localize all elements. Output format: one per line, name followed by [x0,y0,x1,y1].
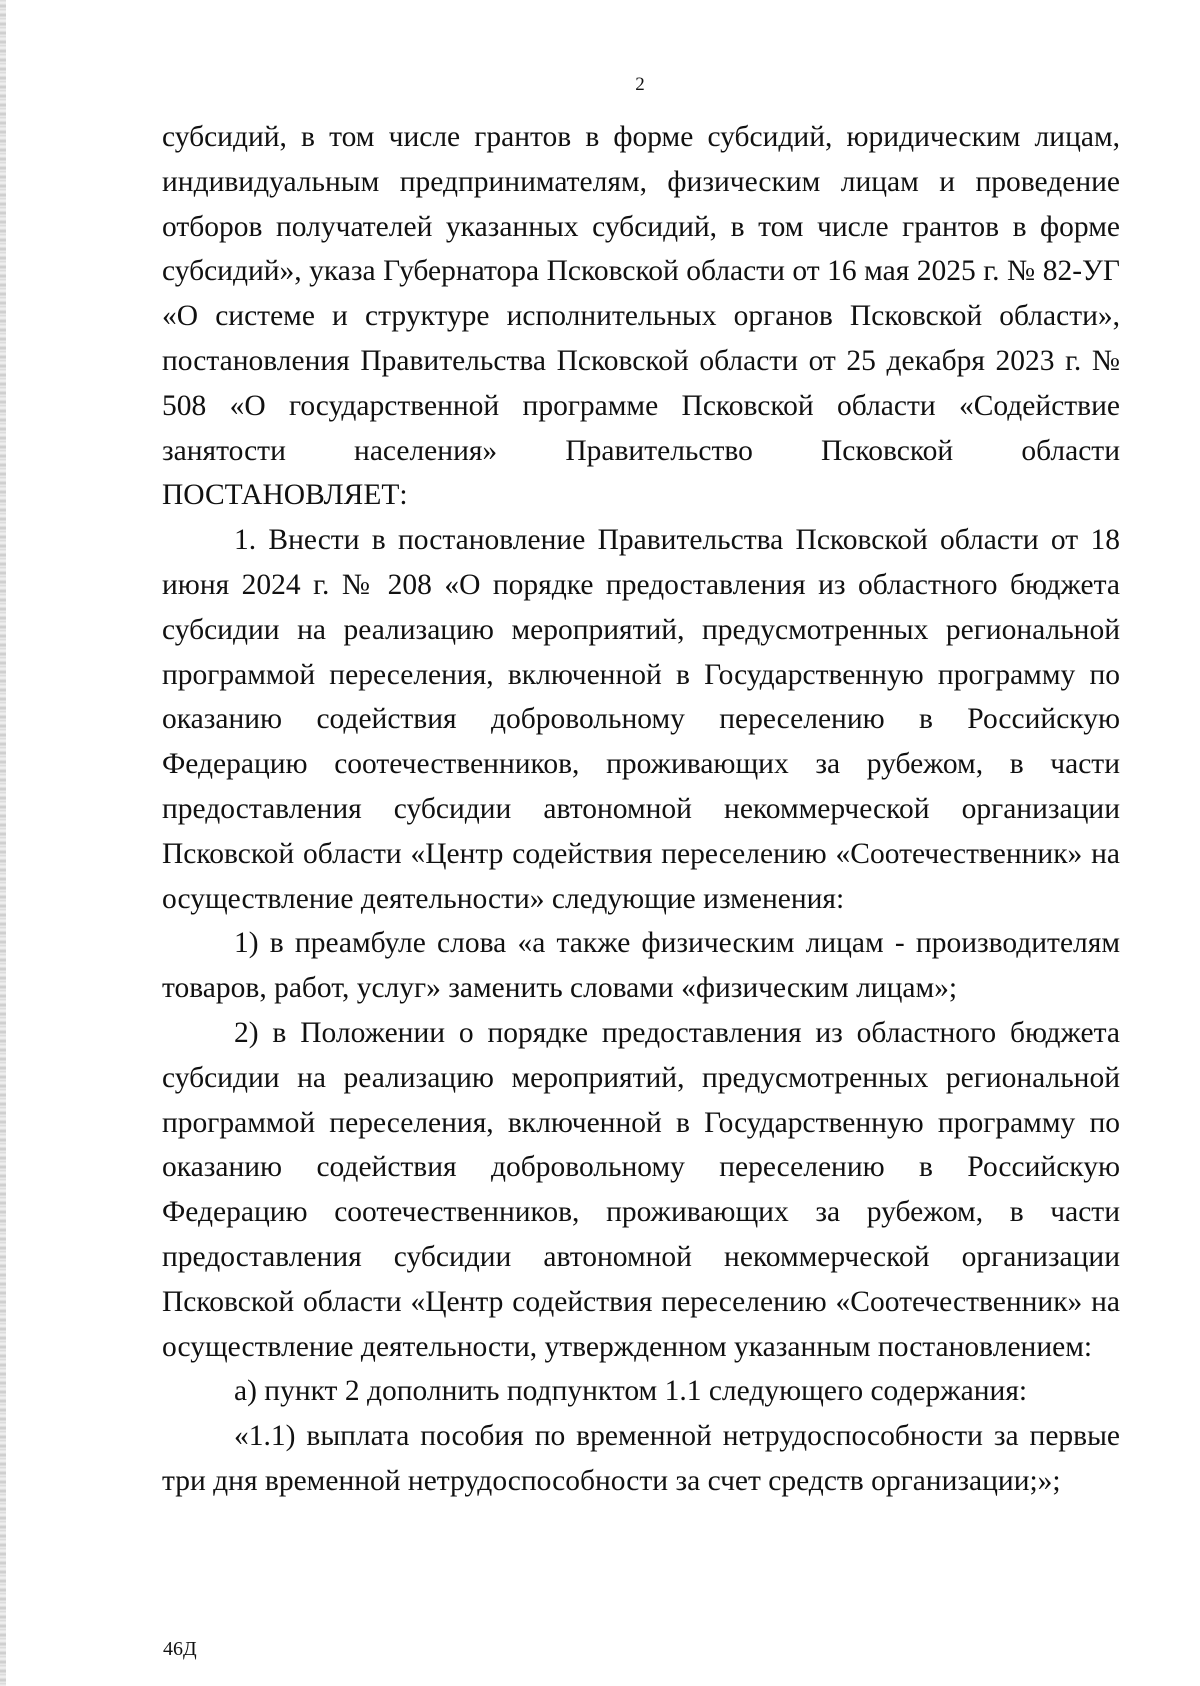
document-body [162,115,1120,1504]
page-number: 2 [635,74,645,95]
paragraph-subitem-2: 2) в Положении о порядке предоставления из областного бюджета субсидии на реализацию мероприятий, предусмотренных региональной программой переселения, включенной в Государственную программу по оказанию содействия добровольному переселению в Российскую Федерацию соотечественников, проживающих за рубежом, в части предоставления субсидии автономной некоммерческой организации Псковской области «Центр содействия переселению «Соотечественник» на осуществление деятельности, утвержденном указанным постановлением: [162,1016,1120,1363]
footer-document-code: 46Д [163,1638,197,1660]
scan-edge [0,0,6,1686]
paragraph-subitem-1: 1) в преамбуле слова «а также физическим лицам - производителям товаров, работ, услуг» заменить словами «физическим лицам»; [162,927,1120,1005]
paragraph-subitem-a: а) пункт 2 дополнить подпунктом 1.1 следующего содержания: [234,1375,1028,1408]
paragraph-item-1: 1. Внести в постановление Правительства Псковской области от 18 июня 2024 г. № 208 «О порядке предоставления из областного бюджета субсидии на реализацию мероприятий, предусмотренных региональной программой переселения, включенной в Государственную программу по оказанию содействия добровольному переселению в Российскую Федерацию соотечественников, проживающих за рубежом, в части предоставления субсидии автономной некоммерческой организации Псковской области «Центр содействия переселению «Соотечественник» на осуществление деятельности» следующие изменения: [162,524,1120,915]
paragraph-preamble-continuation: субсидий, в том числе грантов в форме субсидий, юридическим лицам, индивидуальным предпринимателям, физическим лицам и проведение отборов получателей указанных субсидий, в том числе грантов в форме субсидий», указа Губернатора Псковской области от 16 мая 2025 г. № 82-УГ «О системе и структуре исполнительных органов Псковской области», постановления Правительства Псковской области от 25 декабря 2023 г. № 508 «О государственной программе Псковской области «Содействие занятости населения» Правительство Псковской области ПОСТАНОВЛЯЕТ: [162,121,1120,512]
paragraph-quoted-1-1: «1.1) выплата пособия по временной нетрудоспособности за первые три дня временной нетрудоспособности за счет средств организации;»; [162,1420,1120,1497]
